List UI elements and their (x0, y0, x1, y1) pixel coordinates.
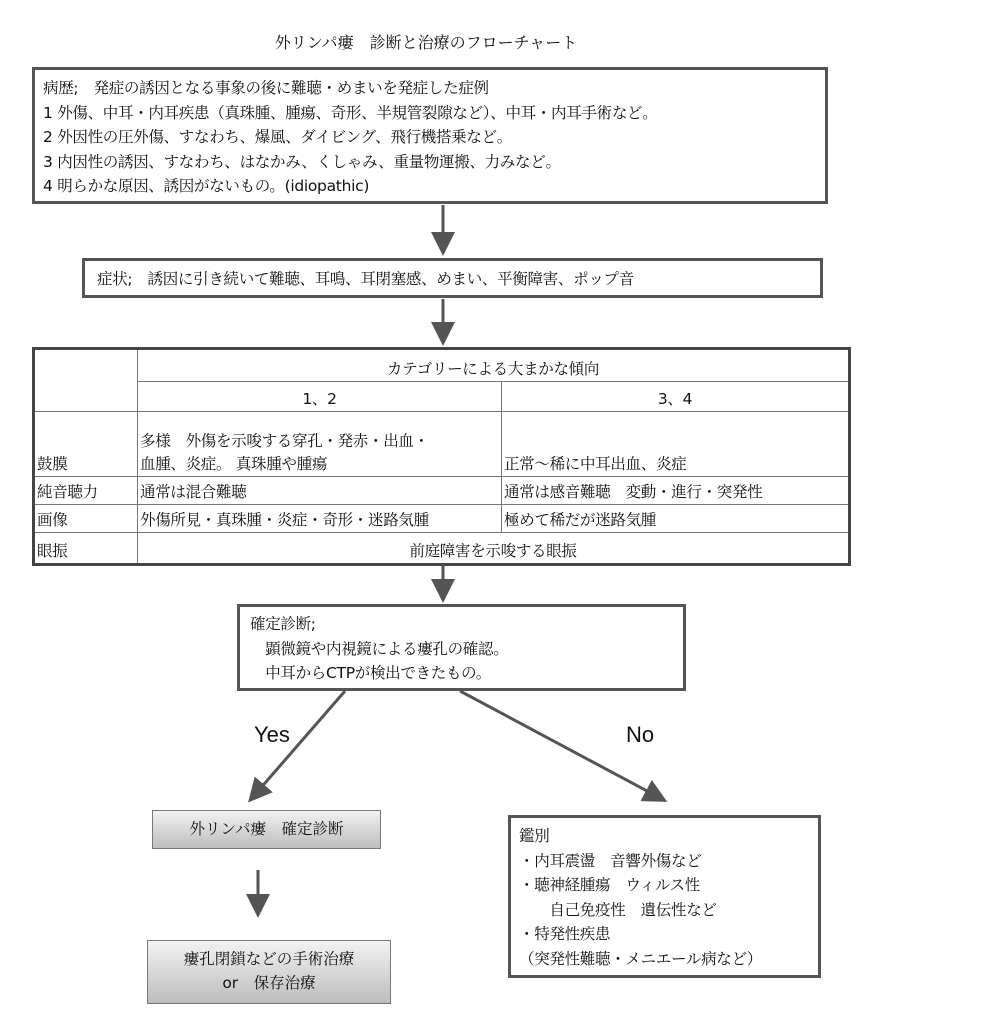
differential-item: 自己免疫性 遺伝性など (519, 900, 717, 919)
history-item-3: 3 内因性の誘因、すなわち、はなかみ、くしゃみ、重量物運搬、力みなど。 (43, 152, 561, 171)
definitive-line: 顕微鏡や内視鏡による瘻孔の確認。 (250, 639, 509, 658)
cell-line: 血腫、炎症。 真珠腫や腫瘍 (140, 455, 328, 473)
history-item-4: 4 明らかな原因、誘因がないもの。(idiopathic) (43, 177, 370, 195)
page-title: 外リンパ瘻 診断と治療のフローチャート (274, 33, 578, 52)
symptoms-text: 症状; 誘因に引き続いて難聴、耳鳴、耳閉塞感、めまい、平衡障害、ポップ音 (97, 270, 634, 288)
differential-heading: 鑑別 (519, 827, 550, 845)
history-item-2: 2 外因性の圧外傷、すなわち、爆風、ダイビング、飛行機搭乗など。 (43, 128, 512, 146)
differential-item: ・聴神経腫瘍 ウィルス性 (519, 876, 701, 894)
differential-item: ・特発性疾患 (519, 925, 611, 943)
yes-label: Yes (254, 722, 290, 747)
cell: 前庭障害を示唆する眼振 (138, 533, 850, 565)
cell: 正常〜稀に中耳出血、炎症 (502, 412, 850, 477)
table-header: カテゴリーによる大まかな傾向 (138, 349, 850, 382)
treatment-line: or 保存治療 (222, 974, 316, 992)
cell: 通常は感音難聴 変動・進行・突発性 (502, 477, 850, 505)
differential-item: ・内耳震盪 音響外傷など (519, 851, 702, 870)
arrow-yes-icon (252, 691, 345, 798)
treatment-line: 瘻孔閉鎖などの手術治療 (183, 950, 355, 968)
cell: 外傷所見・真珠腫・炎症・奇形・迷路気腫 (138, 505, 502, 533)
row-label: 純音聴力 (34, 477, 138, 505)
row-label: 鼓膜 (34, 412, 138, 477)
differential-item: （突発性難聴・メニエール病など） (519, 949, 762, 968)
confirmed-diagnosis-box (152, 810, 381, 849)
cell-line: 多様 外傷を示唆する穿孔・発赤・出血・ (140, 432, 429, 450)
arrow-no-icon (460, 691, 662, 799)
definitive-heading: 確定診断; (250, 615, 316, 633)
confirmed-text: 外リンパ瘻 確定診断 (189, 820, 344, 838)
definitive-line: 中耳からCTPが検出できたもの。 (250, 664, 491, 682)
row-label: 眼振 (34, 533, 138, 565)
differential-box (508, 815, 821, 978)
cell: 通常は混合難聴 (138, 477, 502, 505)
history-heading: 病歴; 発症の誘因となる事象の後に難聴・めまいを発症した症例 (43, 79, 489, 97)
row-label: 画像 (34, 505, 138, 533)
col-header-1-2: 1、2 (138, 382, 502, 412)
cell: 極めて稀だが迷路気腫 (502, 505, 850, 533)
no-label: No (626, 722, 655, 747)
col-header-3-4: 3、4 (502, 382, 850, 412)
history-item-1: 1 外傷、中耳・内耳疾患（真珠腫、腫瘍、奇形、半規管裂隙など）、中耳・内耳手術など。 (43, 103, 658, 122)
treatment-box (147, 940, 391, 1004)
